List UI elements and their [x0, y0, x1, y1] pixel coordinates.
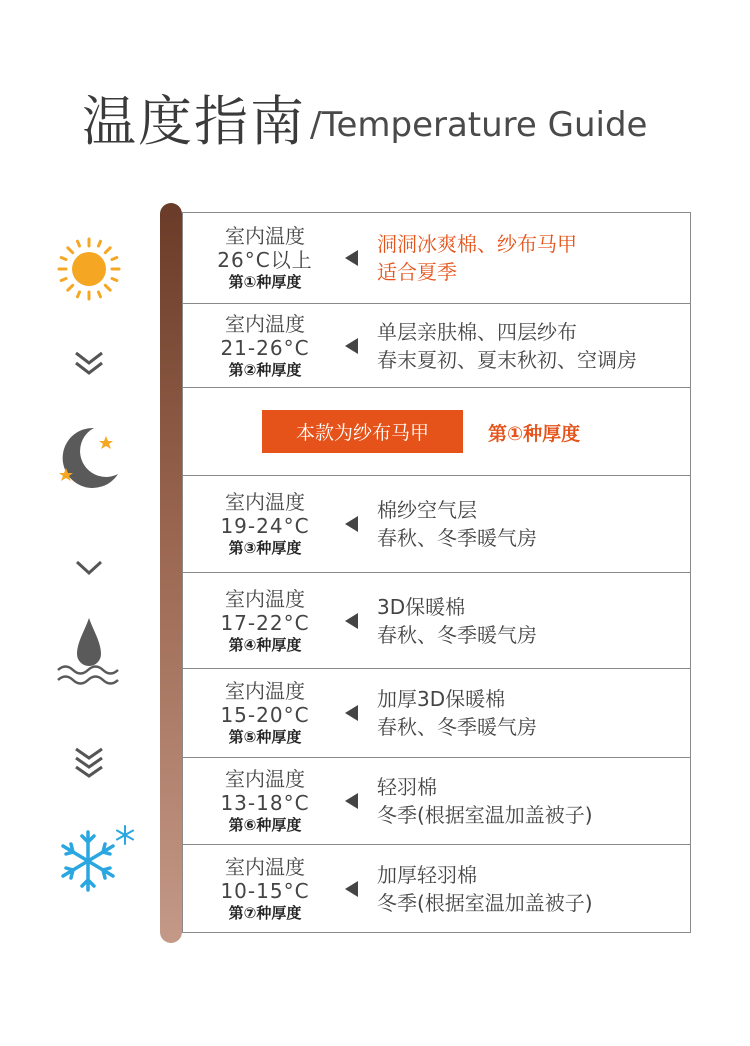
fabric-text: 棉纱空气层	[377, 498, 477, 522]
chevron-down-icon	[74, 558, 104, 578]
current-product-thickness: 第①种厚度	[488, 422, 581, 445]
desc-cell	[377, 669, 684, 757]
desc-cell	[377, 304, 684, 387]
thickness-level: 第⑥种厚度	[228, 816, 302, 834]
temp-cell	[183, 573, 347, 668]
arrow-left-icon	[345, 338, 358, 354]
season-text: 春秋、冬季暖气房	[377, 715, 537, 739]
fabric-text: 洞洞冰爽棉、纱布马甲	[377, 232, 577, 256]
thickness-level: 第④种厚度	[228, 635, 302, 654]
moon-stars-icon	[52, 424, 126, 494]
temp-range: 13-18°C	[220, 791, 310, 815]
desc-cell	[377, 213, 684, 303]
temp-range: 26°C以上	[217, 248, 313, 272]
fabric-text: 加厚3D保暖棉	[377, 687, 506, 711]
temp-label: 室内温度	[225, 311, 305, 336]
temp-cell	[183, 669, 347, 757]
arrow-left-icon	[345, 516, 358, 532]
fabric-text: 轻羽棉	[377, 775, 437, 799]
table-row	[182, 304, 691, 388]
arrow-left-icon	[345, 613, 358, 629]
season-text: 春末夏初、夏末秋初、空调房	[377, 347, 637, 372]
arrow-left-icon	[345, 881, 358, 897]
temp-label: 室内温度	[225, 490, 305, 514]
temp-label: 室内温度	[225, 854, 305, 879]
temp-range: 21-26°C	[220, 335, 310, 360]
temp-range: 19-24°C	[220, 514, 310, 538]
thickness-level: 第②种厚度	[228, 360, 302, 379]
temp-cell	[183, 213, 347, 303]
sun-icon	[56, 236, 122, 302]
desc-cell	[377, 573, 684, 668]
arrow-left-icon	[345, 250, 358, 266]
promo-row	[182, 388, 691, 476]
arrow-left-icon	[345, 705, 358, 721]
table-row	[182, 573, 691, 669]
snowflake-icon	[54, 824, 138, 896]
season-text: 春秋、冬季暖气房	[377, 526, 537, 550]
season-text: 适合夏季	[377, 260, 457, 284]
temp-range: 10-15°C	[220, 878, 310, 903]
chevron-double-down-icon	[73, 746, 105, 780]
temp-range: 17-22°C	[220, 610, 310, 635]
season-text: 冬季(根据室温加盖被子)	[377, 803, 593, 827]
desc-cell	[377, 758, 684, 844]
temp-label: 室内温度	[225, 767, 305, 791]
page-title	[82, 92, 647, 152]
table-row	[182, 476, 691, 573]
fabric-text: 3D保暖棉	[377, 594, 466, 619]
title-english: /Temperature Guide	[310, 105, 648, 145]
thickness-level: 第⑦种厚度	[228, 903, 302, 922]
temp-range: 15-20°C	[220, 703, 310, 727]
title-chinese: 温度指南	[82, 90, 306, 153]
season-text: 春秋、冬季暖气房	[377, 622, 537, 647]
temp-label: 室内温度	[225, 586, 305, 611]
temp-cell	[183, 476, 347, 572]
fabric-text: 单层亲肤棉、四层纱布	[377, 319, 577, 344]
thickness-level: 第①种厚度	[228, 273, 302, 291]
temp-label: 室内温度	[225, 679, 305, 703]
water-drop-waves-icon	[55, 614, 123, 690]
desc-cell	[377, 476, 684, 572]
temp-cell	[183, 845, 347, 932]
table-row	[182, 212, 691, 304]
arrow-left-icon	[345, 793, 358, 809]
thickness-level: 第③种厚度	[228, 539, 302, 557]
desc-cell	[377, 845, 684, 932]
season-text: 冬季(根据室温加盖被子)	[377, 890, 593, 915]
temperature-table	[182, 212, 691, 933]
temp-cell	[183, 758, 347, 844]
fabric-text: 加厚轻羽棉	[377, 862, 477, 887]
chevron-double-down-icon	[73, 350, 105, 378]
temp-label: 室内温度	[225, 224, 305, 248]
table-row	[182, 845, 691, 933]
temperature-gradient-bar	[160, 203, 182, 943]
current-product-badge: 本款为纱布马甲	[262, 410, 463, 453]
thickness-level: 第⑤种厚度	[228, 728, 302, 746]
temp-cell	[183, 304, 347, 387]
table-row	[182, 669, 691, 758]
table-row	[182, 758, 691, 845]
